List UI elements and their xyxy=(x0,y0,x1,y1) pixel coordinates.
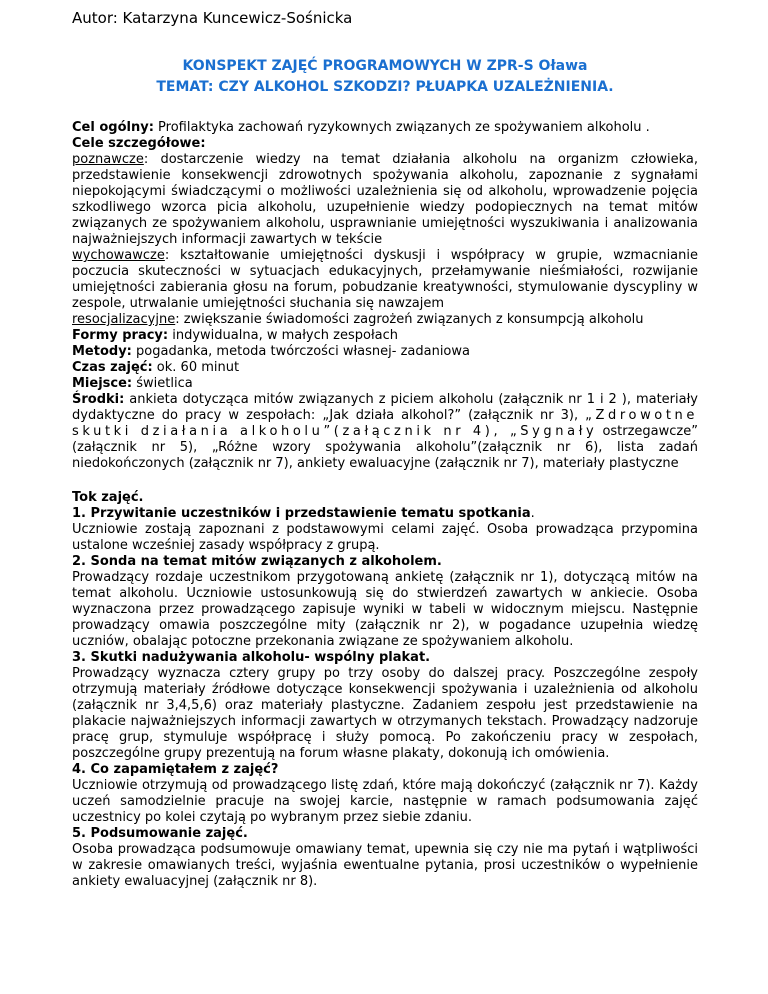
meta-means-text-1: ankieta dotycząca mitów związanych z piciem alkoholu (załącznik nr 1 i 2 ), materiały dydaktyczne do pracy w zespołach: „Jak działa alkohol?” (załącznik nr 3), xyxy=(72,392,698,423)
meta-place-text: świetlica xyxy=(132,376,193,391)
meta-methods-text: pogadanka, metoda twórczości własnej- zadaniowa xyxy=(131,344,470,359)
goal-educational xyxy=(72,248,698,312)
step-5-text: Osoba prowadząca podsumowuje omawiany temat, upewnia się czy nie ma pytań i wątpliwości w zakresie omawianych treści, wyjaśnia ewentualne pytania, prosi uczestników o wypełnienie ankiety ewaluacyjnej (załącznik nr 8). xyxy=(72,842,698,889)
goal-educational-label: wychowawcze xyxy=(72,248,165,263)
general-goal xyxy=(72,120,698,136)
general-goal-text: Profilaktyka zachowań ryzykownych związanych ze spożywaniem alkoholu . xyxy=(153,120,650,135)
step-1-title: 1. Przywitanie uczestników i przedstawienie tematu spotkania xyxy=(72,506,531,521)
step-1-text: Uczniowie zostają zapoznani z podstawowymi celami zajęć. Osoba prowadząca przypomina ustalone wcześniej zasady współpracy z grupą. xyxy=(72,522,698,553)
specific-goals-heading: Cele szczegółowe: xyxy=(72,136,206,151)
step-3-text: Prowadzący wyznacza cztery grupy po trzy osoby do dalszej pracy. Poszczególne zespoły otrzymują materiały źródłowe dotyczące konsekwencji spożywania i uzależnienia od alkoholu (załącznik nr 3,4,5,6) oraz materiały plastyczne. Zadaniem zespołu jest przedstawienie na plakacie najważniejszych informacji zawartych w otrzymanych tekstach. Prowadzący nadzoruje pracę grup, stymuluje współpracę i służy pomocą. Po zakończeniu pracy w zespołach, poszczególne grupy prezentują na forum własne plakaty, dokonują ich omówienia. xyxy=(72,666,698,761)
title-topic: TEMAT: CZY ALKOHOL SZKODZI? PŁUAPKA UZALEŻNIENIA. xyxy=(156,79,614,95)
goal-cognitive-text: : dostarczenie wiedzy na temat działania alkoholu na organizm człowieka, przedstawienie konsekwencji zdrowotnych spożywania alkoholu, zapoznanie z sygnałami niepokojącymi świadczącymi o możliwości uzależnienia się od alkoholu, wprowadzenie pojęcia szkodliwego wzorca picia alkoholu, uzupełnienie wiedzy podopiecznych na temat mitów związanych ze spożywaniem alkoholu, usprawnianie umiejętności wyszukiwania i analizowania najważniejszych informacji zawartych w tekście xyxy=(72,152,698,247)
step-4-title: 4. Co zapamiętałem z zajęć? xyxy=(72,762,279,777)
goal-cognitive-label: poznawcze xyxy=(72,152,144,167)
step-5-title: 5. Podsumowanie zajęć. xyxy=(72,826,248,841)
step-4-text: Uczniowie otrzymują od prowadzącego listę zdań, które mają dokończyć (załącznik nr 7). Każdy uczeń samodzielnie pracuje na swojej karcie, następnie w ramach podsumowania zajęć uczestnicy po kolei czytają po wybranym przez siebie zdaniu. xyxy=(72,778,698,825)
meta-methods-label: Metody: xyxy=(72,344,132,359)
meta-means-text-2: ostrzegawcze” (załącznik nr 5), „Różne wzory spożywania alkoholu”(załącznik nr 6), lista zadań niedokończonych (załącznik nr 7), ankiety ewaluacyjne (załącznik nr 7), materiały plastyczne xyxy=(72,424,698,471)
meta-forms xyxy=(72,328,698,344)
meta-means xyxy=(72,392,698,472)
goal-resocial xyxy=(72,312,698,328)
meta-means-text-spaced: „Zdrowotne skutki działania alkoholu”(załącznik nr 4), „Sygnały xyxy=(72,408,698,439)
meta-time-label: Czas zajęć: xyxy=(72,360,153,375)
title-program: KONSPEKT ZAJĘĆ PROGRAMOWYCH W ZPR-S Oława xyxy=(182,58,588,74)
meta-time xyxy=(72,360,698,376)
meta-place xyxy=(72,376,698,392)
meta-means-label: Środki: xyxy=(72,392,125,407)
meta-place-label: Miejsce: xyxy=(72,376,133,391)
step-2-title: 2. Sonda na temat mitów związanych z alkoholem. xyxy=(72,554,442,569)
section-gap xyxy=(72,472,698,490)
meta-time-text: ok. 60 minut xyxy=(152,360,240,375)
step-3-title: 3. Skutki nadużywania alkoholu- wspólny plakat. xyxy=(72,650,431,665)
goal-educational-text: : kształtowanie umiejętności dyskusji i współpracy w grupie, wzmacnianie poczucia skuteczności w sytuacjach edukacyjnych, przełamywanie nieśmiałości, rozwijanie umiejętności zabierania głosu na forum, pobudzanie kreatywności, stymulowanie dyscypliny w zespole, utrwalanie umiejętności słuchania się nawzajem xyxy=(72,248,698,311)
document-body xyxy=(72,120,698,890)
step-1-title-suffix: . xyxy=(530,506,535,521)
general-goal-label: Cel ogólny: xyxy=(72,120,154,135)
meta-forms-label: Formy pracy: xyxy=(72,328,169,343)
author-line: Autor: Katarzyna Kuncewicz-Sośnicka xyxy=(72,9,353,27)
step-2-text: Prowadzący rozdaje uczestnikom przygotowaną ankietę (załącznik nr 1), dotyczącą mitów na temat alkoholu. Uczniowie ustosunkowują się do stwierdzeń zawartych w ankiecie. Osoba wyznaczona przez prowadzącego zapisuje wyniki w tabeli w widocznym miejscu. Następnie prowadzący omawia poszczególne mity (załącznik nr 2), w pogadance uzupełnia wiedzę uczniów, obalając potoczne przekonania związane ze spożywaniem alkoholu. xyxy=(72,570,698,649)
step-title xyxy=(72,506,698,522)
goal-resocial-text: : zwiększanie świadomości zagrożeń związanych z konsumpcją alkoholu xyxy=(175,312,644,327)
course-heading: Tok zajęć. xyxy=(72,490,144,505)
document-titles xyxy=(72,56,698,98)
meta-methods xyxy=(72,344,698,360)
meta-forms-text: indywidualna, w małych zespołach xyxy=(168,328,398,343)
goal-resocial-label: resocjalizacyjne xyxy=(72,312,176,327)
goal-cognitive xyxy=(72,152,698,248)
